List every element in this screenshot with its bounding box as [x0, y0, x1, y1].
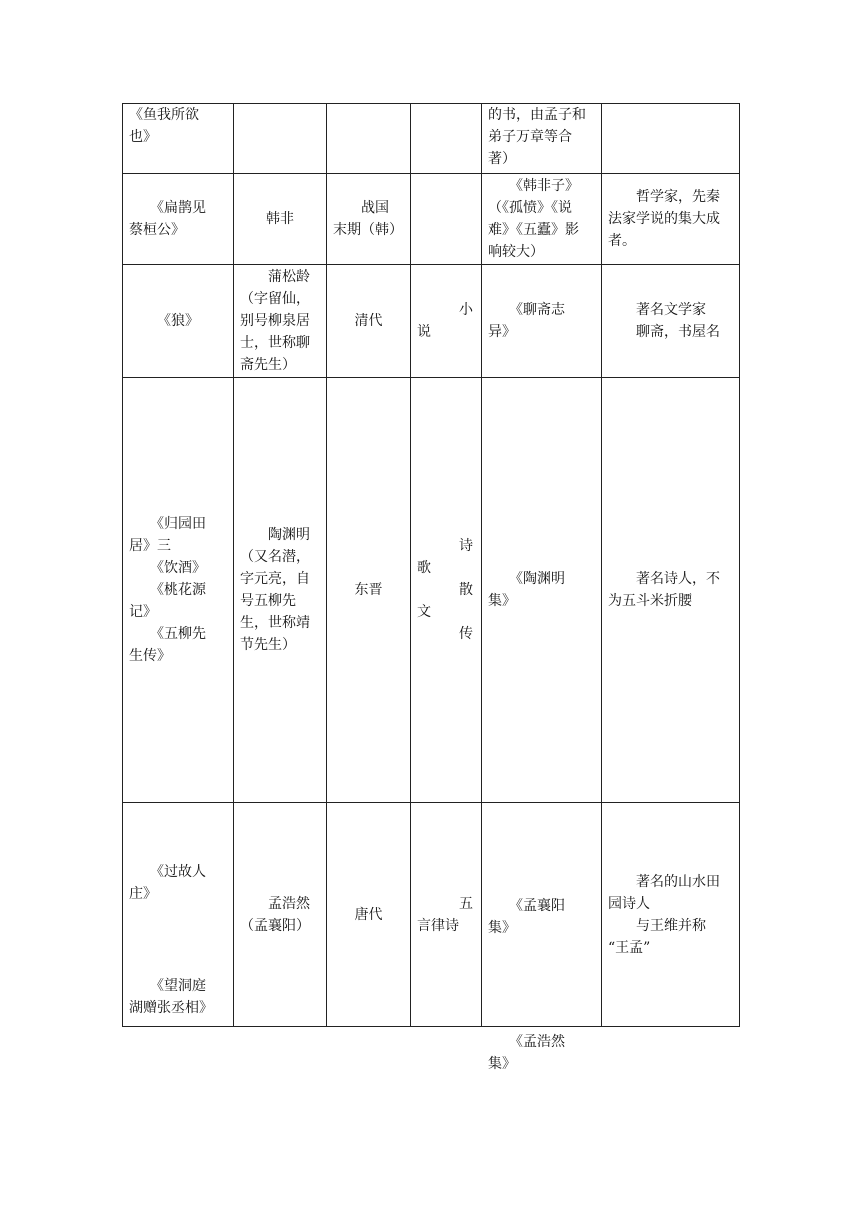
table-row	[123, 104, 740, 174]
note-cell	[602, 104, 740, 174]
note-cell: 著名诗人，不 为五斗米折腰	[602, 378, 740, 803]
cell-divider	[482, 1026, 601, 1027]
author-cell: 陶渊明 （又名潜， 字元亮，自 号五柳先 生，世称靖 节先生）	[234, 378, 327, 803]
author-cell	[234, 104, 327, 174]
genre-cell: 五 言律诗	[411, 803, 482, 1027]
work-cell	[123, 803, 234, 1027]
works-cell: 《陶渊明 集》	[482, 378, 602, 803]
work-b: 《望洞庭 湖赠张丞相》	[129, 978, 213, 1016]
author-cell: 韩非	[234, 174, 327, 265]
note-cell: 哲学家，先秦 法家学说的集大成 者。	[602, 174, 740, 265]
genre-cell	[411, 174, 482, 265]
era-cell: 清代	[327, 265, 411, 378]
table-row	[123, 174, 740, 265]
works-b: 《孟浩然 集》	[488, 1034, 565, 1072]
note-cell: 著名的山水田 园诗人 与王维并称 “王孟”	[602, 803, 740, 1027]
table-row	[123, 803, 740, 1027]
works-a: 《孟襄阳 集》	[488, 898, 565, 936]
works-cell	[482, 803, 602, 1072]
note-cell: 著名文学家 聊斋，书屋名	[602, 265, 740, 378]
author-cell: 孟浩然 （孟襄阳）	[234, 803, 327, 1027]
works-cell: 的书，由孟子和 弟子万章等合 著）	[482, 104, 602, 174]
work-cell: 《扁鹊见 蔡桓公》	[123, 174, 234, 265]
era-cell: 战国 末期（韩）	[327, 174, 411, 265]
table-row	[123, 265, 740, 378]
author-cell: 蒲松龄 （字留仙， 别号柳泉居 士，世称聊 斋先生）	[234, 265, 327, 378]
works-cell: 《韩非子》 （《孤愤》《说 难》《五蠹》影 响较大）	[482, 174, 602, 265]
genre-cell	[411, 104, 482, 174]
era-cell: 唐代	[327, 803, 411, 1027]
work-a: 《过故人 庄》	[129, 864, 206, 902]
work-cell: 《鱼我所欲 也》	[123, 104, 234, 174]
work-cell: 《狼》	[123, 265, 234, 378]
literature-table	[122, 103, 740, 1072]
genre-cell: 诗 歌 散 文 传	[411, 378, 482, 803]
era-cell	[327, 104, 411, 174]
works-cell: 《聊斋志 异》	[482, 265, 602, 378]
table-row	[123, 378, 740, 803]
era-cell: 东晋	[327, 378, 411, 803]
genre-cell: 小 说	[411, 265, 482, 378]
work-cell: 《归园田 居》三 《饮酒》 《桃花源 记》 《五柳先 生传》	[123, 378, 234, 803]
